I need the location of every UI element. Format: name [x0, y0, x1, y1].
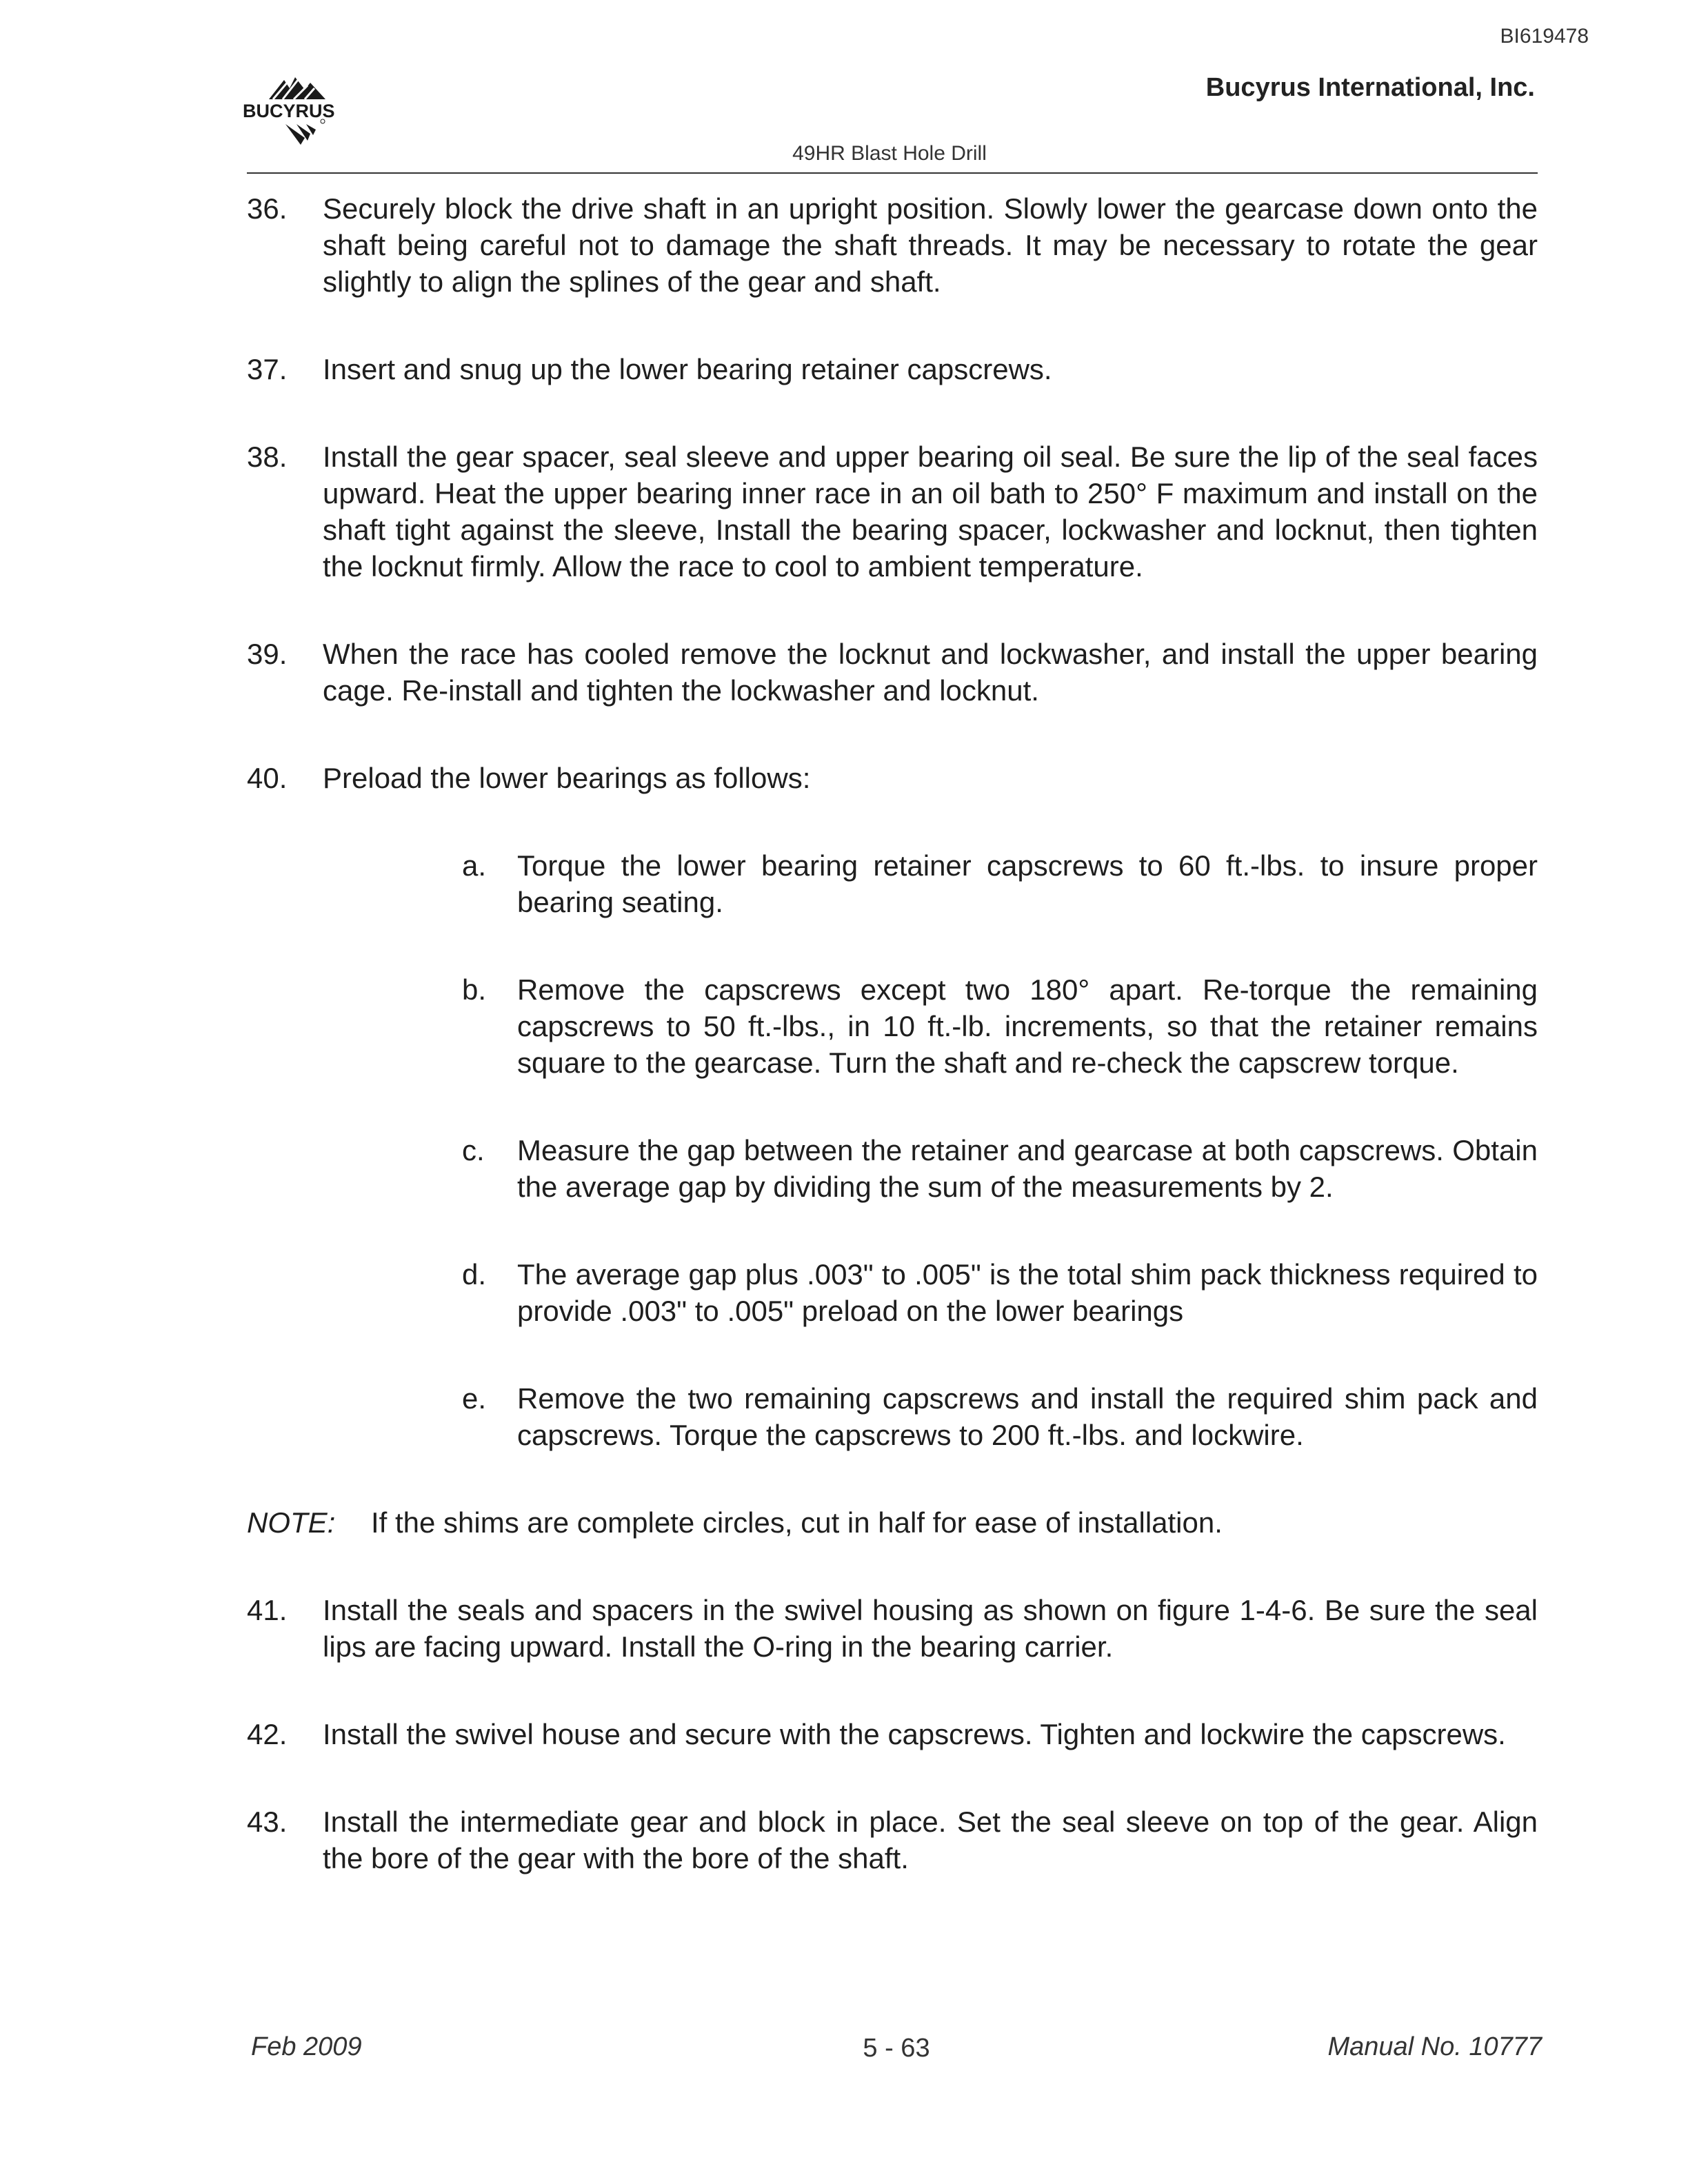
- step-number: 40.: [247, 762, 288, 794]
- substep-text: Torque the lower bearing retainer capscrews to 60 ft.-lbs. to insure proper bearing seating.: [517, 849, 1538, 918]
- step-number: 36.: [247, 192, 288, 225]
- step-text: Insert and snug up the lower bearing retainer capscrews.: [323, 353, 1052, 385]
- step-text: Securely block the drive shaft in an upright position. Slowly lower the gearcase down onto the shaft being careful not to damage the shaft threads. It may be necessary to rotate the gear slightly to align the splines of the gear and shaft.: [323, 192, 1538, 298]
- step-text: Install the intermediate gear and block in place. Set the seal sleeve on top of the gear. Align the bore of the gear with the bore of the shaft.: [323, 1806, 1538, 1874]
- step-42: [247, 1716, 1538, 1752]
- step-number: 42.: [247, 1718, 288, 1750]
- substep-letter: d.: [462, 1258, 487, 1291]
- step-text: When the race has cooled remove the locknut and lockwasher, and install the upper bearing cage. Re-install and tighten the lockwasher and locknut.: [323, 638, 1538, 707]
- substep-text: The average gap plus .003" to .005" is the total shim pack thickness required to provide .003" to .005" preload on the lower bearings: [517, 1258, 1538, 1327]
- substep-text: Measure the gap between the retainer and gearcase at both capscrews. Obtain the average gap by dividing the sum of the measurements by 2.: [517, 1134, 1538, 1203]
- footer-date: Feb 2009: [251, 2032, 362, 2061]
- step-text: Install the gear spacer, seal sleeve and upper bearing oil seal. Be sure the lip of the seal faces upward. Heat the upper bearing inner race in an oil bath to 250° F maximum and install on the shaft tight against the sleeve, Install the bearing spacer, lockwasher and locknut, then tighten the locknut firmly. Allow the race to cool to ambient temperature.: [323, 441, 1538, 583]
- substep-letter: c.: [462, 1134, 485, 1166]
- document-id: BI619478: [1500, 25, 1589, 48]
- step-number: 38.: [247, 441, 288, 473]
- note-text: If the shims are complete circles, cut in half for ease of installation.: [371, 1506, 1223, 1539]
- substep-b: [462, 971, 1538, 1081]
- step-38: [247, 438, 1538, 585]
- logo-wordmark: BUCYRUS: [243, 101, 335, 121]
- step-text: Install the seals and spacers in the swivel housing as shown on figure 1-4-6. Be sure the seal lips are facing upward. Install the O-ring in the bearing carrier.: [323, 1594, 1538, 1663]
- bucyrus-logo: [241, 69, 365, 152]
- substep-letter: b.: [462, 973, 487, 1006]
- step-text: Preload the lower bearings as follows:: [323, 762, 811, 794]
- substep-c: [462, 1132, 1538, 1205]
- substep-letter: a.: [462, 849, 487, 882]
- substep-e: [462, 1380, 1538, 1453]
- substep-d: [462, 1256, 1538, 1329]
- step-number: 43.: [247, 1806, 288, 1838]
- company-name: Bucyrus International, Inc.: [1205, 73, 1535, 102]
- header-rule: [247, 172, 1538, 174]
- step-40: [247, 760, 1538, 796]
- substep-a: [462, 847, 1538, 920]
- step-43: [247, 1803, 1538, 1877]
- footer-page-number: 5 - 63: [863, 2034, 930, 2063]
- step-number: 39.: [247, 638, 288, 670]
- step-39: [247, 636, 1538, 709]
- step-number: 41.: [247, 1594, 288, 1626]
- step-number: 37.: [247, 353, 288, 385]
- step-text: Install the swivel house and secure with the capscrews. Tighten and lockwire the capscrews.: [323, 1718, 1506, 1750]
- substep-letter: e.: [462, 1382, 487, 1415]
- product-name: 49HR Blast Hole Drill: [792, 142, 987, 165]
- substep-text: Remove the two remaining capscrews and install the required shim pack and capscrews. Torque the capscrews to 200 ft.-lbs. and lockwire.: [517, 1382, 1538, 1451]
- note-label: NOTE:: [247, 1506, 336, 1539]
- substep-text: Remove the capscrews except two 180° apart. Re-torque the remaining capscrews to 50 ft.-lbs., in 10 ft.-lb. increments, so that the retainer remains square to the gearcase. Turn the shaft and re-check the capscrew torque.: [517, 973, 1538, 1079]
- step-37: [247, 351, 1538, 387]
- step-36: [247, 190, 1538, 300]
- note: [247, 1504, 1538, 1541]
- step-41: [247, 1592, 1538, 1665]
- footer-manual-number: Manual No. 10777: [1327, 2032, 1542, 2061]
- document-body: [247, 190, 1538, 1928]
